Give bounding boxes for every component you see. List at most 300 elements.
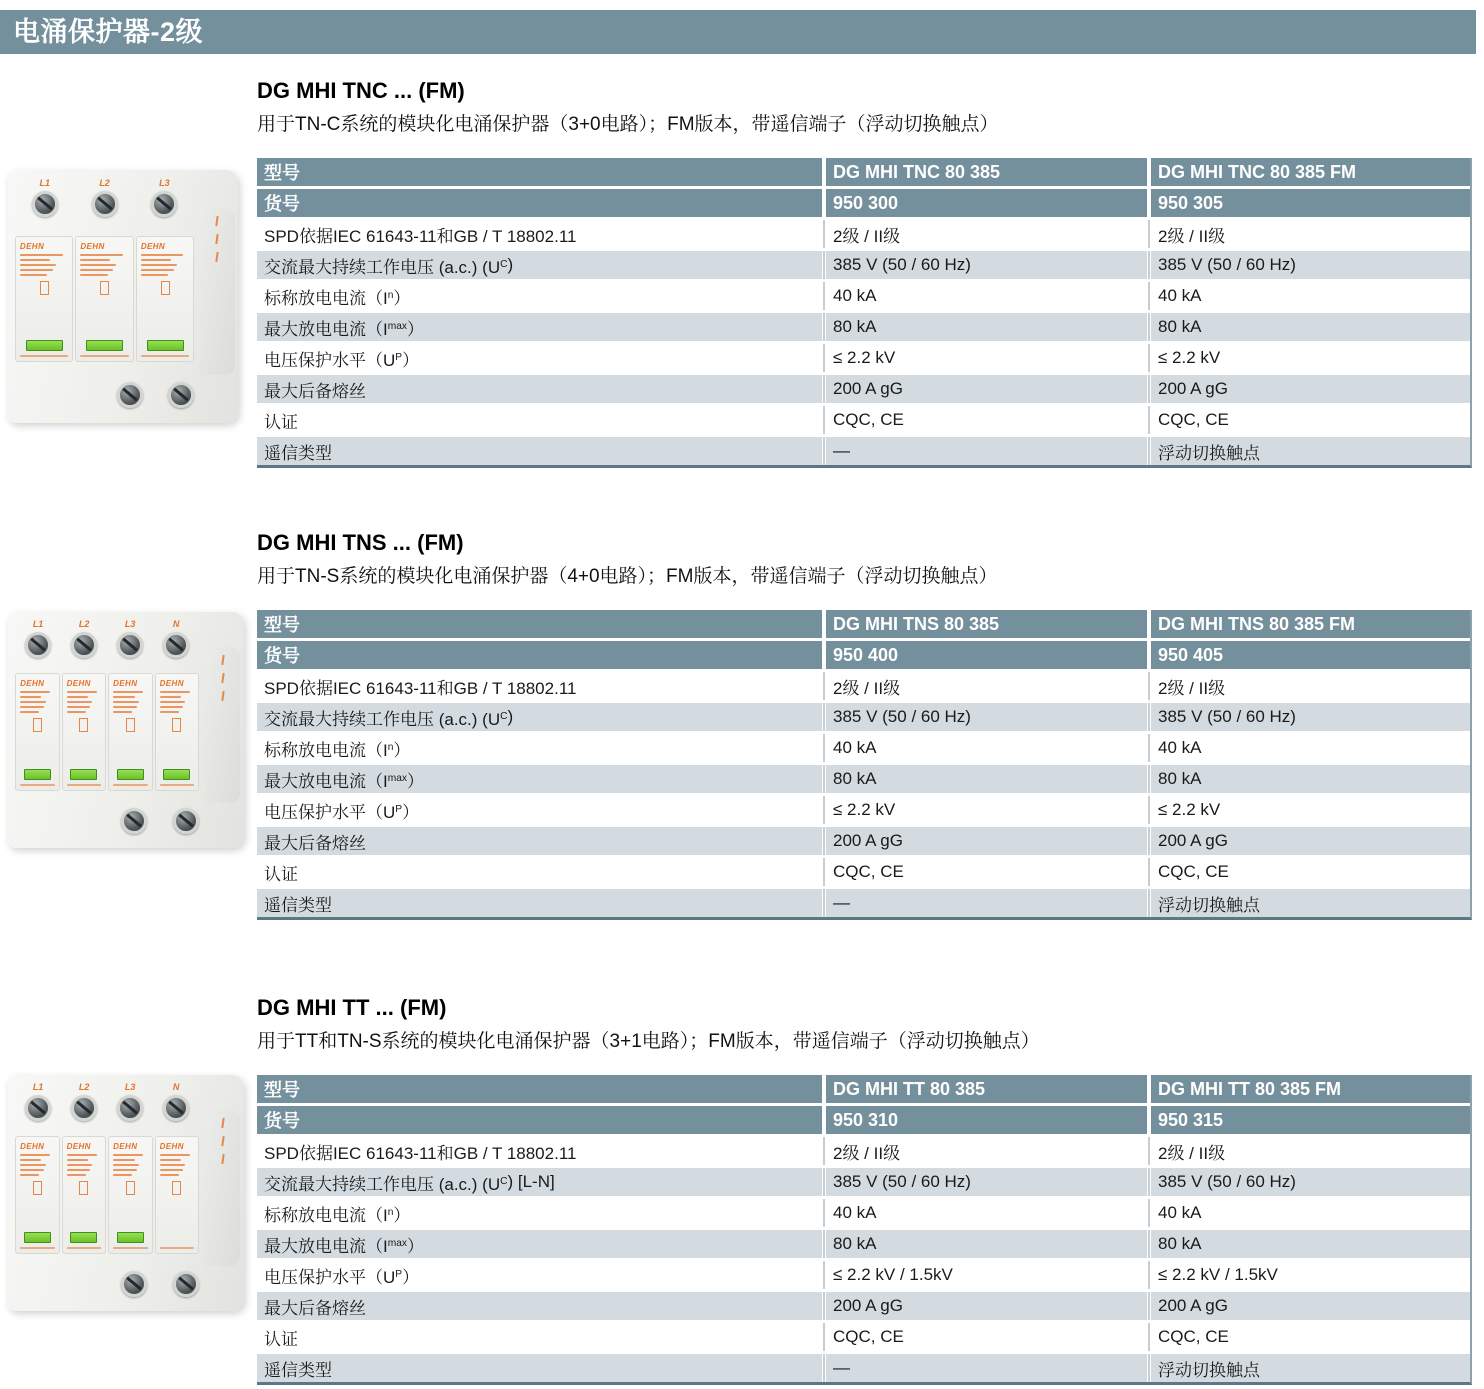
terminal-label: L1 <box>32 1082 44 1093</box>
table-row <box>257 344 1470 375</box>
module-print-line <box>160 784 195 786</box>
row-value-1: CQC, CE <box>833 862 904 881</box>
fuse-icon <box>126 1181 135 1195</box>
row-value-2: ≤ 2.2 kV <box>1158 800 1221 819</box>
row-label-subscript: P <box>395 351 403 363</box>
terminal-label: L1 <box>39 177 51 188</box>
module-print-line <box>67 691 97 693</box>
row-label-text: 遥信类型 <box>264 443 332 463</box>
row-label-subscript: n <box>387 289 394 301</box>
module-print-line <box>160 701 186 703</box>
header-row-value-2: 950 305 <box>1158 192 1224 213</box>
row-label <box>257 375 822 403</box>
row-value-2: 385 V (50 / 60 Hz) <box>1158 1172 1296 1191</box>
header-row-value-2: 950 315 <box>1158 1109 1224 1130</box>
table-row <box>257 734 1470 765</box>
module-print-line <box>67 1154 97 1156</box>
table-row <box>257 1230 1470 1261</box>
row-value-1: 40 kA <box>833 738 877 757</box>
module-print-line <box>67 1169 90 1171</box>
table-row <box>257 1354 1470 1382</box>
table-header-row <box>257 189 1470 220</box>
status-indicator-window <box>24 1232 51 1243</box>
terminal-screw-icon <box>71 632 97 658</box>
terminal-screw-icon <box>25 1095 51 1121</box>
row-label-subscript: max <box>387 772 407 784</box>
dehn-logo: DEHN <box>19 241 45 251</box>
row-label-suffix: ） <box>402 802 420 822</box>
row-value-2: 浮动切换触点 <box>1158 895 1260 915</box>
module-print-line <box>160 1174 179 1176</box>
terminal-screw-icon <box>25 632 51 658</box>
row-value-2: ≤ 2.2 kV / 1.5kV <box>1158 1265 1278 1284</box>
row-label <box>257 827 822 855</box>
row-label <box>257 406 822 434</box>
header-row-value-1: 950 300 <box>833 192 899 213</box>
dehn-logo: DEHN <box>159 679 184 689</box>
row-label <box>257 313 822 341</box>
row-label <box>257 672 822 700</box>
row-label-text: 最大后备熔丝 <box>264 1298 366 1318</box>
modules-row <box>15 1136 199 1254</box>
row-label-text: 最大放电电流（I <box>264 319 388 339</box>
terminal <box>151 178 177 217</box>
bottom-screw-icon <box>121 1271 147 1297</box>
spd-module <box>75 236 133 363</box>
table-header-row <box>257 158 1470 189</box>
row-label-text: SPD依据IEC 61643-11和GB / T 18802.11 <box>264 678 577 698</box>
row-value-1: 385 V (50 / 60 Hz) <box>833 707 971 726</box>
side-print-mark <box>221 673 224 683</box>
device-side-panel <box>205 647 240 803</box>
row-value-1: — <box>833 893 850 912</box>
row-label-suffix: ） <box>393 288 411 308</box>
row-label-text: SPD依据IEC 61643-11和GB / T 18802.11 <box>264 226 577 246</box>
product-photo <box>8 1075 244 1311</box>
row-label-subscript: P <box>395 803 403 815</box>
row-value-1: — <box>833 1358 850 1377</box>
side-print-mark <box>216 216 219 226</box>
row-value-2: 200 A gG <box>1158 1296 1228 1315</box>
table-row <box>257 375 1470 406</box>
row-label-text: SPD依据IEC 61643-11和GB / T 18802.11 <box>264 1143 577 1163</box>
module-print-line <box>160 1154 190 1156</box>
row-label-suffix: ） <box>393 740 411 760</box>
module-print-line <box>80 254 123 256</box>
table-row <box>257 672 1470 703</box>
row-value-2: 200 A gG <box>1158 379 1228 398</box>
row-value-2: 40 kA <box>1158 286 1202 305</box>
module-print-line <box>80 264 116 266</box>
module-print-line <box>141 259 171 261</box>
module-print-line <box>20 355 68 357</box>
header-row-label: 型号 <box>264 163 300 183</box>
status-indicator-window <box>117 1232 144 1243</box>
module-print-line <box>20 696 41 698</box>
row-value-2: 385 V (50 / 60 Hz) <box>1158 707 1296 726</box>
row-value-1: ≤ 2.2 kV / 1.5kV <box>833 1265 953 1284</box>
table-header-row <box>257 1106 1470 1137</box>
row-label <box>257 1168 822 1196</box>
module-print-line <box>20 1164 46 1166</box>
row-label-text: 交流最大持续工作电压 (a.c.) (U <box>264 1174 501 1194</box>
row-value-1: 40 kA <box>833 286 877 305</box>
module-print-line <box>80 274 107 276</box>
header-row-label: 货号 <box>264 646 300 666</box>
spd-module <box>108 1136 153 1254</box>
section-heading: DG MHI TNS ... (FM) <box>257 530 464 555</box>
product-section <box>0 995 1484 1385</box>
table-row <box>257 251 1470 282</box>
row-value-1: 200 A gG <box>833 1296 903 1315</box>
table-row <box>257 1168 1470 1199</box>
module-print-line <box>20 1174 39 1176</box>
row-label <box>257 889 822 917</box>
module-print-line <box>67 711 86 713</box>
header-row-value-1: DG MHI TNS 80 385 <box>833 613 1000 634</box>
spd-module <box>15 236 73 363</box>
row-value-1: CQC, CE <box>833 1327 904 1346</box>
spd-module <box>15 1136 60 1254</box>
bottom-screws <box>15 1271 209 1297</box>
side-print-mark <box>216 252 219 262</box>
row-value-1: — <box>833 441 850 460</box>
terminal-label: L3 <box>124 619 136 630</box>
spd-module <box>155 1136 200 1254</box>
module-print-line <box>160 706 183 708</box>
row-value-2: 80 kA <box>1158 769 1202 788</box>
spec-table <box>257 158 1472 468</box>
row-label-suffix: ） <box>406 771 424 791</box>
product-section <box>0 78 1484 468</box>
row-label-text: 认证 <box>264 1329 298 1349</box>
section-heading: DG MHI TT ... (FM) <box>257 995 447 1020</box>
fuse-icon <box>126 718 135 732</box>
row-label <box>257 1137 822 1165</box>
dehn-logo: DEHN <box>80 241 105 251</box>
page-title-bar <box>0 10 1476 54</box>
module-print-line <box>20 1247 55 1249</box>
header-row-value-1: DG MHI TT 80 385 <box>833 1078 986 1099</box>
row-value-1: 2级 / II级 <box>833 226 901 246</box>
section-heading: DG MHI TNC ... (FM) <box>257 78 465 103</box>
row-label-suffix: ） <box>406 319 424 339</box>
side-print-mark <box>221 1118 224 1128</box>
fuse-icon <box>100 281 109 295</box>
row-label <box>257 703 822 731</box>
terminal <box>71 1082 97 1121</box>
surge-protector-device <box>8 1075 244 1311</box>
row-label <box>257 1323 822 1351</box>
spec-table <box>257 610 1472 920</box>
module-print-line <box>113 706 136 708</box>
terminal-label: N <box>172 1082 180 1093</box>
module-print-line <box>141 355 189 357</box>
module-print-line <box>20 269 53 271</box>
row-value-2: CQC, CE <box>1158 410 1229 429</box>
row-label-subscript: C <box>500 710 508 722</box>
terminal-label: L1 <box>32 619 44 630</box>
side-print-mark <box>221 691 224 701</box>
header-row-value-2: DG MHI TNC 80 385 FM <box>1158 161 1357 182</box>
terminal-row <box>15 178 194 217</box>
row-value-2: CQC, CE <box>1158 1327 1229 1346</box>
fuse-icon <box>33 1181 42 1195</box>
row-label-suffix: ） <box>406 1236 424 1256</box>
status-indicator-window <box>26 340 63 351</box>
status-indicator-window <box>163 769 190 780</box>
surge-protector-device <box>8 170 238 423</box>
terminal <box>25 1082 51 1121</box>
terminal <box>117 1082 143 1121</box>
header-row-value-2: 950 405 <box>1158 644 1224 665</box>
row-label <box>257 734 822 762</box>
terminal-screw-icon <box>151 191 177 217</box>
table-row <box>257 406 1470 437</box>
terminal <box>92 178 118 217</box>
module-print-line <box>20 1159 41 1161</box>
table-row <box>257 765 1470 796</box>
row-label-text: 电压保护水平（U <box>264 1267 396 1287</box>
table-row <box>257 220 1470 251</box>
terminal-screw-icon <box>92 191 118 217</box>
side-print-mark <box>221 655 224 665</box>
section-text <box>257 78 1484 468</box>
dehn-logo: DEHN <box>140 241 166 251</box>
row-value-2: 2级 / II级 <box>1158 226 1226 246</box>
bottom-screws <box>15 808 209 834</box>
side-print-mark <box>221 1154 224 1164</box>
terminal-screw-icon <box>32 191 58 217</box>
header-row-label: 型号 <box>264 615 300 635</box>
module-print-line <box>80 259 110 261</box>
row-label <box>257 1261 822 1289</box>
row-label <box>257 344 822 372</box>
row-value-1: 2级 / II级 <box>833 1143 901 1163</box>
row-label-text: 遥信类型 <box>264 895 332 915</box>
table-header-row <box>257 1075 1470 1106</box>
row-label-subscript: n <box>387 741 394 753</box>
row-value-2: 200 A gG <box>1158 831 1228 850</box>
fuse-icon <box>172 1181 181 1195</box>
modules-row <box>15 236 194 363</box>
row-label-text: 认证 <box>264 412 298 432</box>
row-value-2: 40 kA <box>1158 1203 1202 1222</box>
row-label-suffix: ) [L-N] <box>507 1172 555 1191</box>
dehn-logo: DEHN <box>113 1142 138 1152</box>
row-value-1: 385 V (50 / 60 Hz) <box>833 255 971 274</box>
row-value-1: 2级 / II级 <box>833 678 901 698</box>
section-description: 用于TN-S系统的模块化电涌保护器（4+0电路）；FM版本，带遥信端子（浮动切换触点） <box>257 566 998 587</box>
module-print-line <box>20 259 50 261</box>
page-title: 电涌保护器-2级 <box>13 17 204 47</box>
row-value-1: 80 kA <box>833 1234 877 1253</box>
table-row <box>257 282 1470 313</box>
terminal-row <box>15 1082 199 1121</box>
header-row-label: 型号 <box>264 1080 300 1100</box>
bottom-screw-icon <box>121 808 147 834</box>
module-print-line <box>20 691 50 693</box>
surge-protector-device <box>8 612 244 848</box>
row-label-suffix: ） <box>402 350 420 370</box>
row-label-subscript: C <box>500 258 508 270</box>
terminal-row <box>15 619 199 658</box>
module-print-line <box>113 784 148 786</box>
row-label <box>257 282 822 310</box>
spd-module <box>108 673 153 791</box>
row-label <box>257 858 822 886</box>
row-value-1: 385 V (50 / 60 Hz) <box>833 1172 971 1191</box>
row-label-text: 交流最大持续工作电压 (a.c.) (U <box>264 709 501 729</box>
terminal-screw-icon <box>163 632 189 658</box>
terminal <box>32 178 58 217</box>
table-row <box>257 1137 1470 1168</box>
module-print-line <box>160 1164 186 1166</box>
row-label-suffix: ） <box>402 1267 420 1287</box>
row-label <box>257 437 822 465</box>
row-label <box>257 796 822 824</box>
side-print-mark <box>216 234 219 244</box>
terminal-screw-icon <box>163 1095 189 1121</box>
bottom-screw-icon <box>173 808 199 834</box>
row-label-subscript: n <box>387 1206 394 1218</box>
fuse-icon <box>40 281 49 295</box>
table-row <box>257 858 1470 889</box>
module-print-line <box>160 1169 183 1171</box>
status-indicator-window <box>70 769 97 780</box>
terminal-label: L2 <box>78 619 90 630</box>
row-value-1: ≤ 2.2 kV <box>833 800 896 819</box>
terminal <box>163 1082 189 1121</box>
row-label-text: 最大放电电流（I <box>264 771 388 791</box>
table-row <box>257 1323 1470 1354</box>
module-print-line <box>67 1247 102 1249</box>
terminal <box>71 619 97 658</box>
row-value-1: 80 kA <box>833 769 877 788</box>
terminal <box>163 619 189 658</box>
section-text <box>257 995 1484 1385</box>
module-print-line <box>20 784 55 786</box>
module-print-line <box>67 706 90 708</box>
dehn-logo: DEHN <box>159 1142 184 1152</box>
row-label <box>257 1292 822 1320</box>
row-label <box>257 251 822 279</box>
row-label-text: 标称放电电流（I <box>264 288 388 308</box>
module-print-line <box>113 696 134 698</box>
spd-module <box>62 673 107 791</box>
module-print-line <box>20 1169 43 1171</box>
row-value-1: 40 kA <box>833 1203 877 1222</box>
status-indicator-window <box>24 769 51 780</box>
section-text <box>257 530 1484 920</box>
table-row <box>257 1199 1470 1230</box>
module-print-line <box>20 274 47 276</box>
module-print-line <box>113 711 132 713</box>
module-print-line <box>160 1247 195 1249</box>
section-description: 用于TN-C系统的模块化电涌保护器（3+0电路）；FM版本，带遥信端子（浮动切换触点） <box>257 114 999 135</box>
terminal-label: L3 <box>159 177 170 188</box>
fuse-icon <box>33 718 42 732</box>
row-value-1: 200 A gG <box>833 831 903 850</box>
row-label-subscript: max <box>387 320 407 332</box>
module-print-line <box>141 264 177 266</box>
row-value-2: 2级 / II级 <box>1158 1143 1226 1163</box>
spd-module <box>62 1136 107 1254</box>
bottom-screw-icon <box>117 382 143 408</box>
dehn-logo: DEHN <box>20 1142 45 1152</box>
row-label <box>257 1354 822 1382</box>
row-label-text: 认证 <box>264 864 298 884</box>
row-label-text: 标称放电电流（I <box>264 1205 388 1225</box>
module-print-line <box>113 701 139 703</box>
dehn-logo: DEHN <box>20 679 45 689</box>
module-print-line <box>20 1154 50 1156</box>
header-row-label: 货号 <box>264 1111 300 1131</box>
module-print-line <box>113 1169 136 1171</box>
terminal-label: L2 <box>99 177 110 188</box>
device-side-panel <box>205 1110 240 1266</box>
spec-table <box>257 1075 1472 1385</box>
module-print-line <box>67 784 102 786</box>
table-row <box>257 703 1470 734</box>
row-value-2: 2级 / II级 <box>1158 678 1226 698</box>
table-row <box>257 889 1470 917</box>
status-indicator-window <box>147 340 184 351</box>
row-value-1: CQC, CE <box>833 410 904 429</box>
status-indicator-window <box>70 1232 97 1243</box>
module-print-line <box>67 1174 86 1176</box>
bottom-screws <box>15 382 204 408</box>
row-label-text: 最大后备熔丝 <box>264 833 366 853</box>
table-row <box>257 1292 1470 1323</box>
terminal <box>25 619 51 658</box>
module-print-line <box>67 701 93 703</box>
row-label-subscript: P <box>395 1268 403 1280</box>
spd-module <box>155 673 200 791</box>
terminal-label: L3 <box>124 1082 136 1093</box>
row-label <box>257 220 822 248</box>
row-value-1: 200 A gG <box>833 379 903 398</box>
row-label-suffix: ） <box>393 1205 411 1225</box>
module-print-line <box>67 1159 88 1161</box>
table-row <box>257 827 1470 858</box>
module-print-line <box>67 1164 93 1166</box>
row-value-2: ≤ 2.2 kV <box>1158 348 1221 367</box>
row-label-text: 最大放电电流（I <box>264 1236 388 1256</box>
fuse-icon <box>172 718 181 732</box>
product-photo <box>8 170 238 423</box>
row-label-text: 电压保护水平（U <box>264 350 396 370</box>
row-label <box>257 1230 822 1258</box>
header-row-value-2: DG MHI TT 80 385 FM <box>1158 1078 1342 1099</box>
row-label-text: 交流最大持续工作电压 (a.c.) (U <box>264 257 501 277</box>
terminal-screw-icon <box>71 1095 97 1121</box>
module-print-line <box>113 691 143 693</box>
module-print-line <box>141 274 168 276</box>
row-value-1: 80 kA <box>833 317 877 336</box>
dehn-logo: DEHN <box>66 679 91 689</box>
device-side-panel <box>200 208 235 375</box>
table-header-row <box>257 641 1470 672</box>
section-description: 用于TT和TN-S系统的模块化电涌保护器（3+1电路）；FM版本，带遥信端子（浮动切换触点） <box>257 1031 1040 1052</box>
module-print-line <box>20 254 63 256</box>
module-print-line <box>113 1247 148 1249</box>
module-print-line <box>160 1159 181 1161</box>
row-label-suffix: ) <box>507 255 514 274</box>
row-value-1: ≤ 2.2 kV <box>833 348 896 367</box>
fuse-icon <box>79 718 88 732</box>
module-print-line <box>141 269 174 271</box>
